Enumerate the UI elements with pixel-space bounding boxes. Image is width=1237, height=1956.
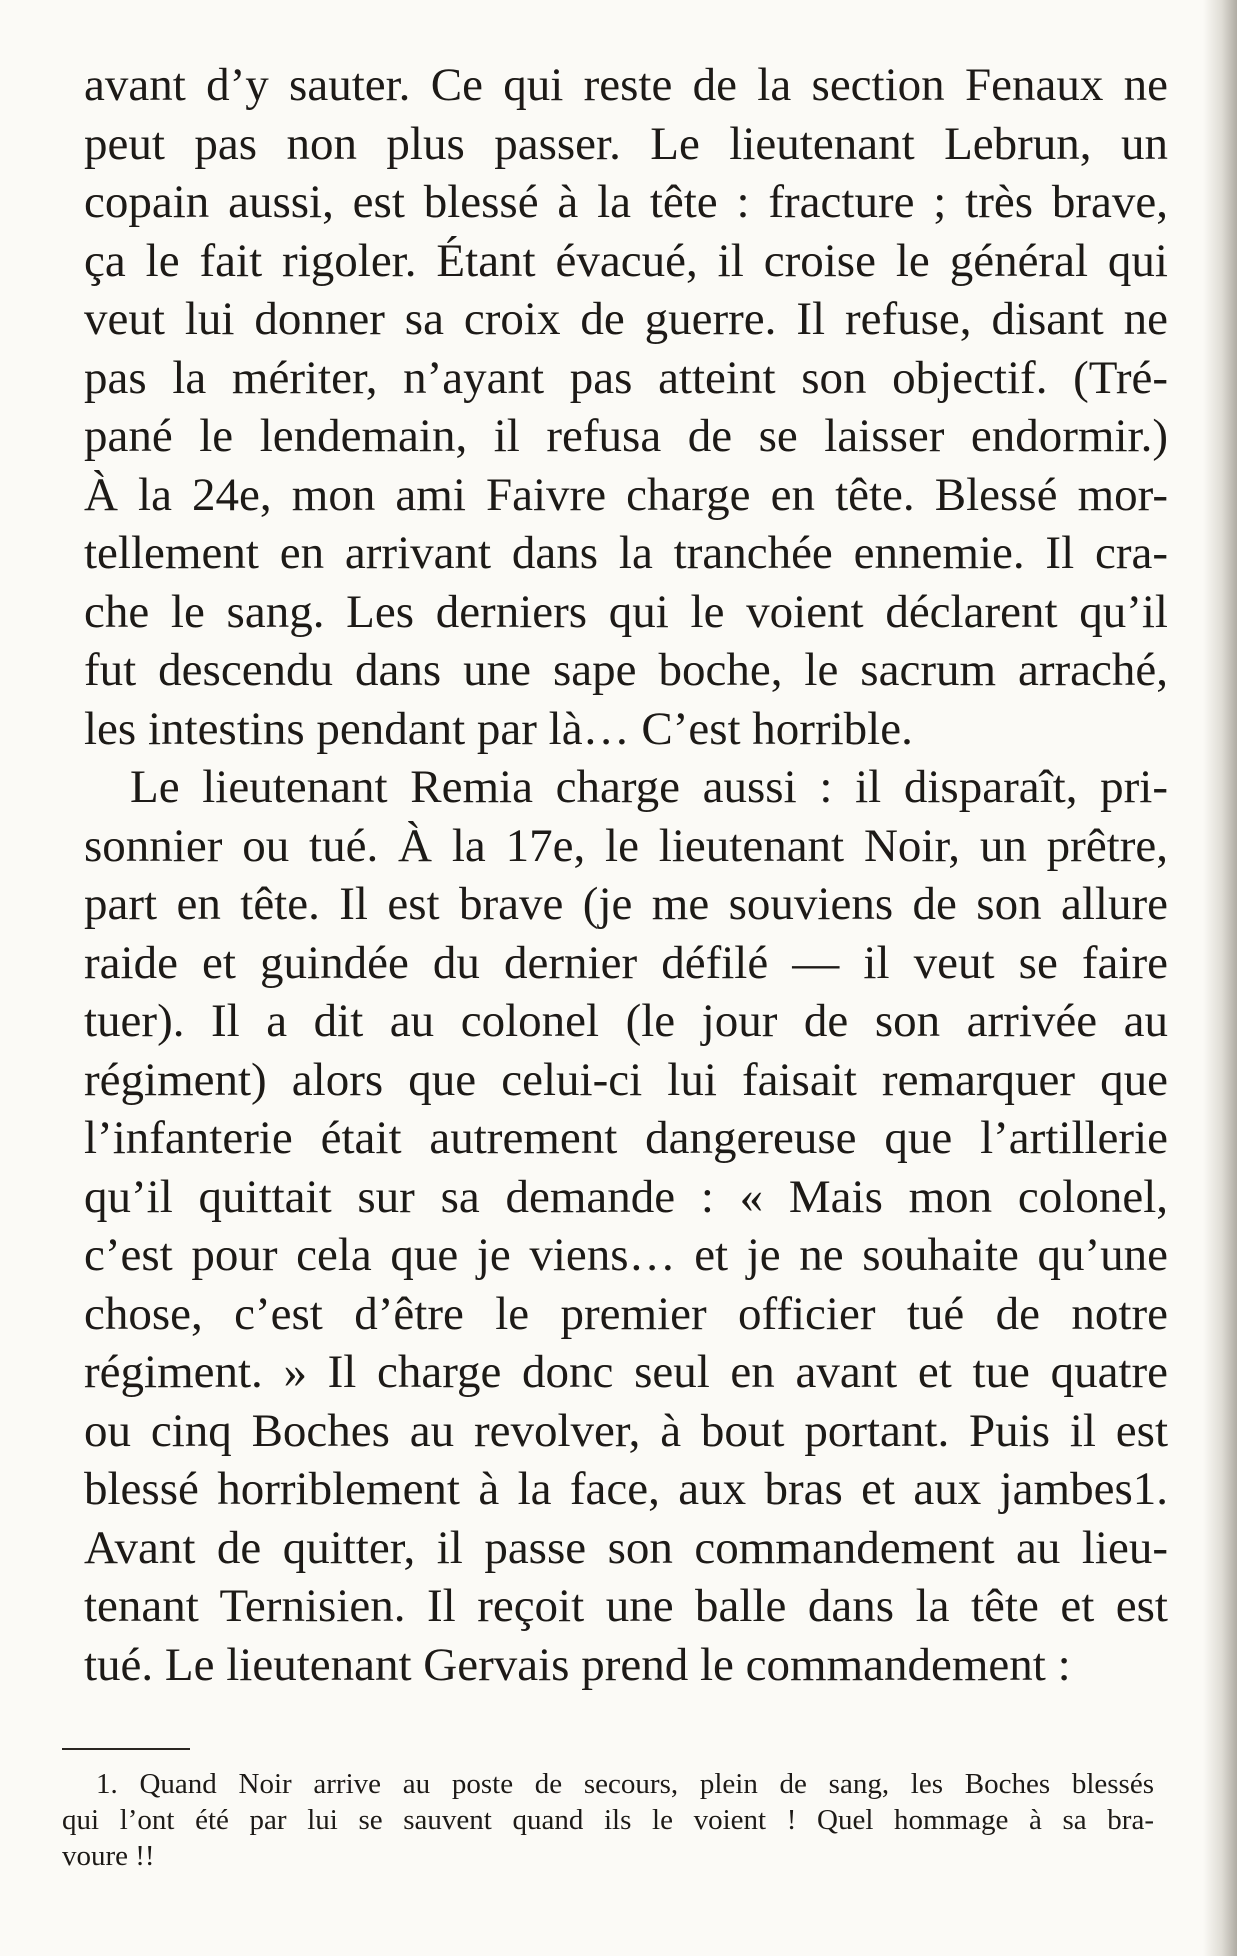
body-line: fut descendu dans une sape boche, le sacrum arraché, [84, 644, 1168, 696]
body-line: tellement en arrivant dans la tranchée ennemie. Il cra- [84, 527, 1168, 579]
page-edge-shadow [1203, 0, 1237, 1956]
body-line: Avant de quitter, il passe son commandement au lieu- [84, 1521, 1168, 1574]
body-line: Le lieutenant Remia charge aussi : il disparaît, pri- [130, 761, 1168, 813]
body-line: ou cinq Boches au revolver, à bout portant. Puis il est [84, 1404, 1168, 1457]
body-line: sonnier ou tué. À la 17e, le lieutenant Noir, un prêtre, [84, 819, 1168, 872]
footnote [62, 1766, 1154, 1874]
body-line: peut pas non plus passer. Le lieutenant Lebrun, un [84, 117, 1168, 170]
body-line: tenant Ternisien. Il reçoit une balle dans la tête et est [84, 1580, 1168, 1632]
body-line: qu’il quittait sur sa demande : « Mais mon colonel, [84, 1170, 1168, 1223]
body-line: avant d’y sauter. Ce qui reste de la section Fenaux ne [84, 59, 1168, 111]
body-line: c’est pour cela que je viens… et je ne souhaite qu’une [84, 1229, 1168, 1281]
body-line: À la 24e, mon ami Faivre charge en tête. Blessé mor- [84, 468, 1168, 521]
body-line: blessé horriblement à la face, aux bras et aux jambes1. [84, 1463, 1168, 1515]
body-text [84, 56, 1168, 1694]
footnote-line: 1. Quand Noir arrive au poste de secours, plein de sang, les Boches blessés [96, 1768, 1154, 1800]
footnote-divider [62, 1748, 190, 1750]
body-line: che le sang. Les derniers qui le voient déclarent qu’il [84, 585, 1168, 638]
body-line: régiment. » Il charge donc seul en avant et tue quatre [84, 1346, 1168, 1398]
body-line: copain aussi, est blessé à la tête : fracture ; très brave, [84, 176, 1168, 228]
body-line: part en tête. Il est brave (je me souviens de son allure [84, 878, 1168, 930]
body-line: l’infanterie était autrement dangereuse que l’artillerie [84, 1112, 1168, 1164]
body-line: chose, c’est d’être le premier officier tué de notre [84, 1287, 1168, 1340]
body-line: pas la mériter, n’ayant pas atteint son objectif. (Tré- [84, 351, 1168, 404]
body-line: pané le lendemain, il refusa de se laisser endormir.) [84, 410, 1168, 462]
body-line: tuer). Il a dit au colonel (le jour de son arrivée au [84, 995, 1168, 1047]
body-line: régiment) alors que celui-ci lui faisait remarquer que [84, 1053, 1168, 1106]
body-line: veut lui donner sa croix de guerre. Il refuse, disant ne [84, 293, 1168, 345]
body-line: les intestins pendant par là… C’est horrible. [84, 702, 913, 755]
body-line: raide et guindée du dernier défilé — il veut se faire [84, 936, 1168, 989]
body-line: tué. Le lieutenant Gervais prend le commandement : [84, 1638, 1071, 1691]
footnote-line: qui l’ont été par lui se sauvent quand ils le voient ! Quel hommage à sa bra- [62, 1804, 1154, 1836]
footnote-line: voure !! [62, 1840, 155, 1872]
body-line: ça le fait rigoler. Étant évacué, il croise le général qui [84, 234, 1168, 287]
